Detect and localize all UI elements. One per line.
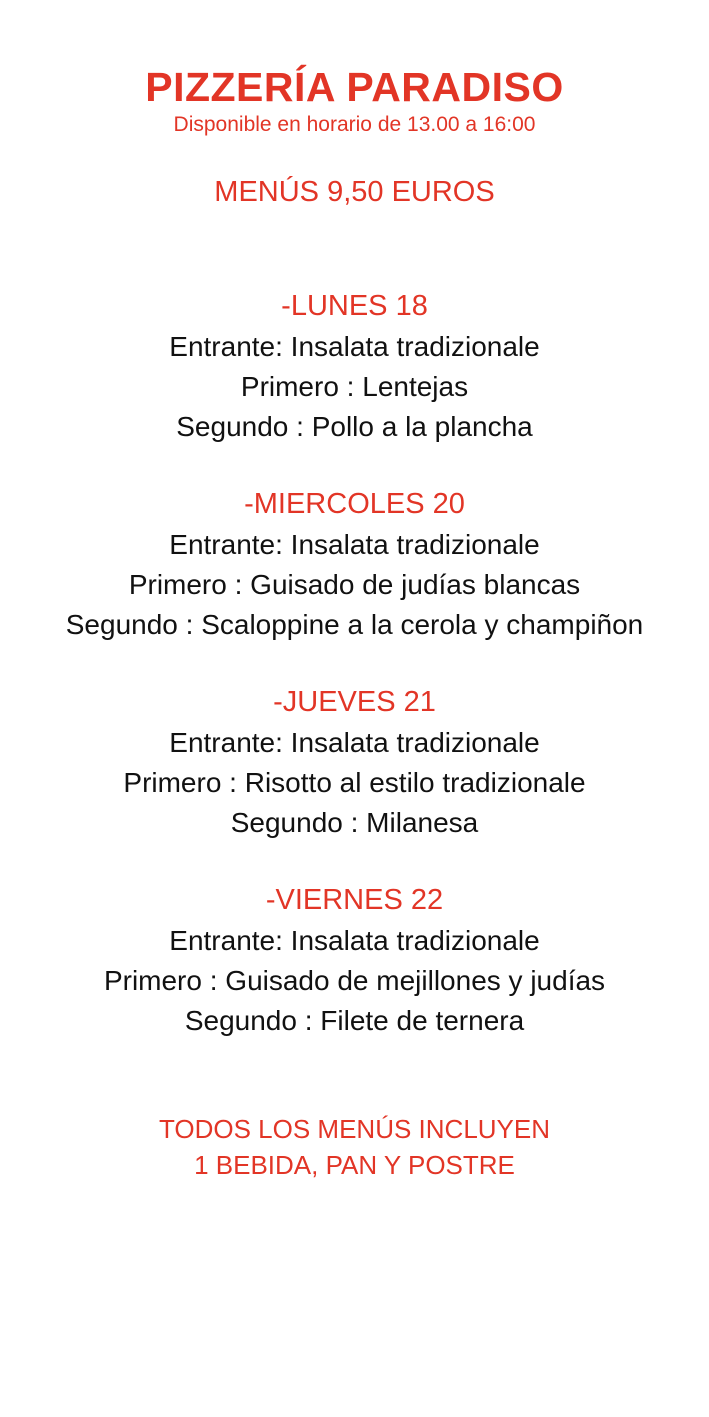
second-course-wednesday: Segundo : Scaloppine a la cerola y champiñon: [65, 609, 644, 640]
starter-wednesday: Entrante: Insalata tradizionale: [169, 529, 540, 560]
day-heading-friday: -VIERNES 22: [265, 884, 444, 916]
day-heading-thursday: -JUEVES 21: [273, 686, 436, 718]
first-course-monday: Primero : Lentejas: [240, 371, 469, 402]
footer-includes-line: TODOS LOS MENÚS INCLUYEN: [158, 1114, 551, 1144]
availability-hours: Disponible en horario de 13.00 a 16:00: [173, 113, 536, 136]
second-course-monday: Segundo : Pollo a la plancha: [176, 411, 533, 442]
second-course-thursday: Segundo : Milanesa: [230, 807, 479, 838]
day-heading-wednesday: -MIERCOLES 20: [244, 488, 465, 520]
first-course-wednesday: Primero : Guisado de judías blancas: [128, 569, 581, 600]
day-heading-monday: -LUNES 18: [281, 290, 428, 322]
starter-friday: Entrante: Insalata tradizionale: [169, 925, 540, 956]
first-course-thursday: Primero : Risotto al estilo tradizionale: [123, 767, 586, 798]
second-course-friday: Segundo : Filete de ternera: [184, 1005, 525, 1036]
menu-price: MENÚS 9,50 EUROS: [214, 176, 495, 208]
starter-thursday: Entrante: Insalata tradizionale: [169, 727, 540, 758]
first-course-friday: Primero : Guisado de mejillones y judías: [103, 965, 606, 996]
footer-items-line: 1 BEBIDA, PAN Y POSTRE: [194, 1150, 515, 1180]
starter-monday: Entrante: Insalata tradizionale: [169, 331, 540, 362]
restaurant-title: PIZZERÍA PARADISO: [145, 64, 564, 110]
